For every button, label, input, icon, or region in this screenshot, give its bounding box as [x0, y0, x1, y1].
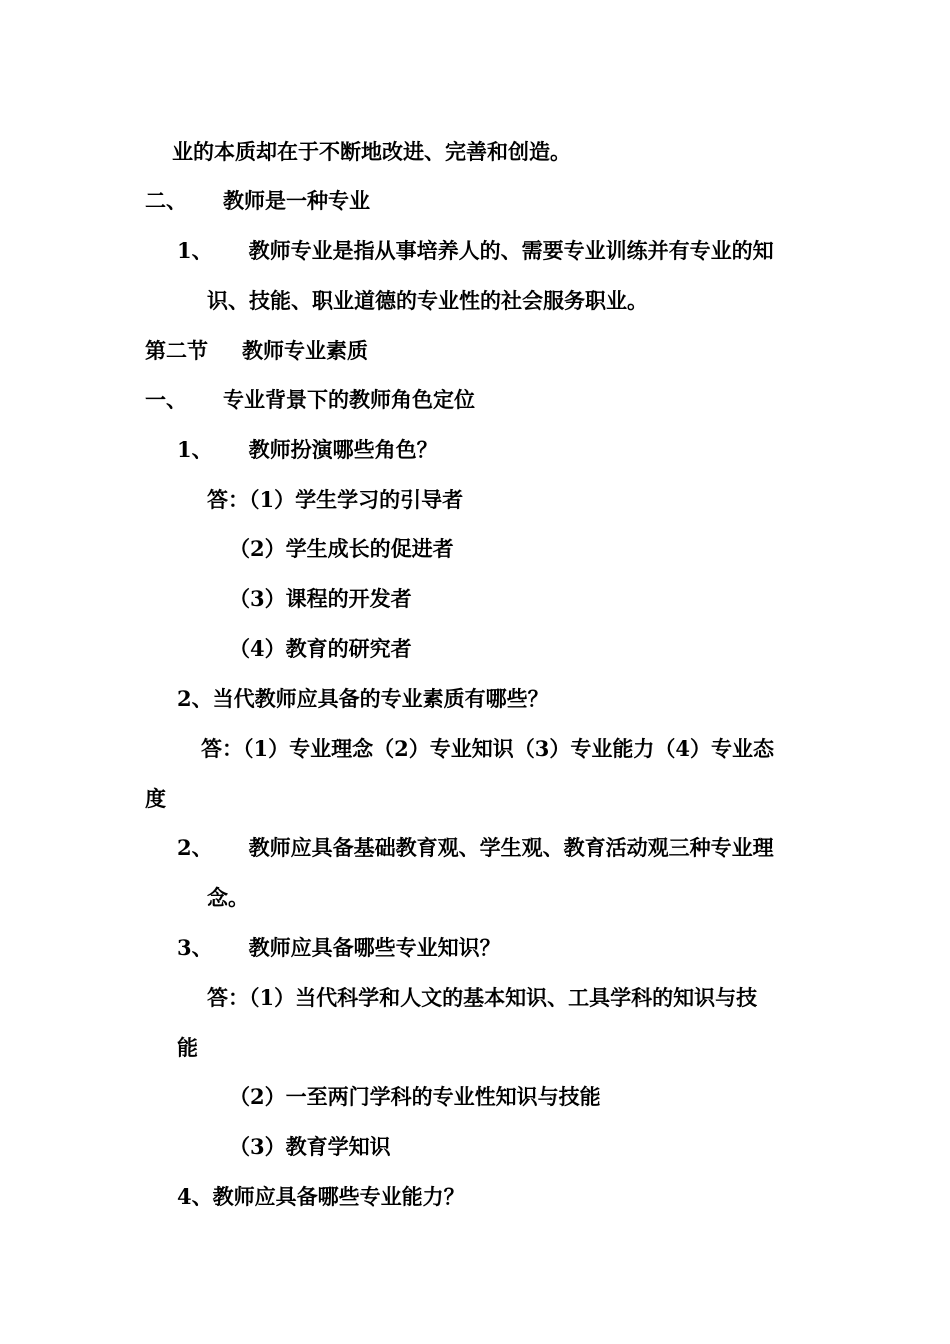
answer-line-3: （3）课程的开发者 — [229, 586, 412, 611]
answer-knowledge-1: 答：（1）当代科学和人文的基本知识、工具学科的知识与技 — [207, 985, 758, 1010]
answer-line-1: 答：（1）学生学习的引导者 — [207, 487, 464, 512]
text-line-continuation: 业的本质却在于不断地改进、完善和创造。 — [172, 139, 571, 164]
answer-knowledge-1-continuation: 能 — [177, 1035, 198, 1060]
numbered-item-2-continuation: 念。 — [207, 885, 249, 910]
answer-line-4: （4）教育的研究者 — [229, 636, 412, 661]
answer-line-2: （2）学生成长的促进者 — [229, 536, 454, 561]
answer-qualities-continuation: 度 — [145, 786, 166, 811]
section-heading-2: 二、 教师是一种专业 — [145, 188, 370, 213]
numbered-item-1: 1、 教师专业是指从事培养人的、需要专业训练并有专业的知 — [177, 238, 774, 263]
chapter-section-heading: 第二节 教师专业素质 — [145, 338, 368, 363]
numbered-item-2: 2、 教师应具备基础教育观、学生观、教育活动观三种专业理 — [177, 835, 774, 860]
section-heading-1: 一、 专业背景下的教师角色定位 — [145, 387, 475, 412]
answer-qualities: 答：（1）专业理念（2）专业知识（3）专业能力（4）专业态 — [201, 736, 774, 761]
answer-knowledge-2: （2）一至两门学科的专业性知识与技能 — [229, 1084, 601, 1109]
question-teacher-roles: 1、 教师扮演哪些角色？ — [177, 437, 438, 462]
numbered-item-1-continuation: 识、技能、职业道德的专业性的社会服务职业。 — [207, 288, 648, 313]
numbered-item-3: 3、 教师应具备哪些专业知识？ — [177, 935, 501, 960]
question-professional-abilities: 4、教师应具备哪些专业能力？ — [177, 1184, 465, 1209]
question-professional-qualities: 2、当代教师应具备的专业素质有哪些？ — [177, 686, 549, 711]
answer-knowledge-3: （3）教育学知识 — [229, 1134, 391, 1159]
